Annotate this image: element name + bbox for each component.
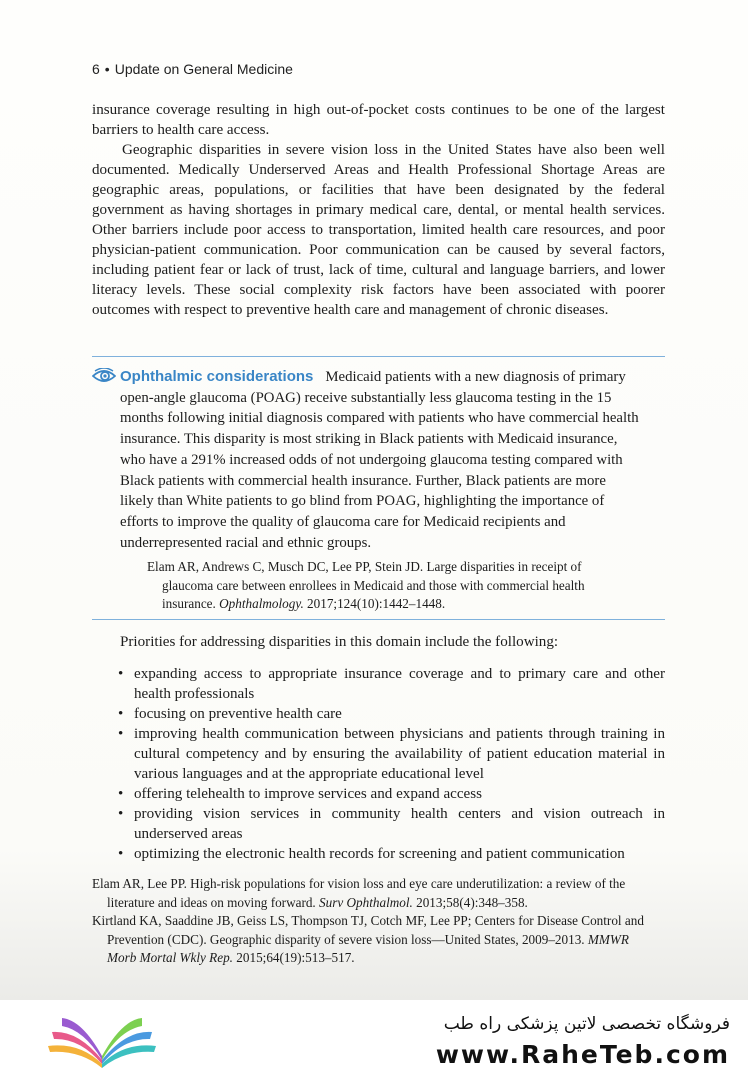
list-item <box>92 844 665 864</box>
store-name: فروشگاه تخصصی لاتین پزشکی راه طب <box>443 1014 730 1034</box>
page-number: 6 <box>92 61 100 77</box>
bullet-symbol: • <box>118 846 124 862</box>
reference-journal: Surv Ophthalmol. <box>319 894 413 910</box>
ophthalmic-heading: Ophthalmic considerations <box>120 368 314 385</box>
reference-item <box>92 912 652 968</box>
running-head-title: Update on General Medicine <box>114 61 293 77</box>
priorities-intro: Priorities for addressing disparities in this domain include the following: <box>120 634 559 650</box>
list-item-text: improving health communication between physicians and patients through training in cultural competency and by ensuring the availability of patient education material in various languages and at the appropriate educational level <box>134 726 665 782</box>
store-url[interactable]: www.RaheTeb.com <box>435 1040 730 1069</box>
bullet-symbol: • <box>118 706 124 722</box>
reference-text: Elam AR, Lee PP. High-risk populations for vision loss and eye care underutilization: a review of the literature and ideas on moving forward. <box>92 876 626 910</box>
ophthalmic-reference-text: Elam AR, Andrews C, Musch DC, Lee PP, Stein JD. Large disparities in receipt of glaucoma care between enrollees in Medicaid and those with commercial health insurance. <box>147 559 585 611</box>
list-item <box>92 724 665 784</box>
bullet-symbol: • <box>118 726 124 742</box>
book-logo-icon <box>40 1012 165 1070</box>
running-head-separator: • <box>104 61 110 77</box>
bullet-symbol: • <box>118 806 124 822</box>
bullet-symbol: • <box>118 786 124 802</box>
reference-text: Kirtland KA, Saaddine JB, Geiss LS, Thompson TJ, Cotch MF, Lee PP; Centers for Disease Control and Prevention (CDC). Geographic disparity of severe vision loss—United States, 2009–2013. <box>92 913 644 947</box>
list-item-text: offering telehealth to improve services and expand access <box>134 786 482 802</box>
running-head <box>92 61 293 77</box>
ophthalmic-top-rule <box>92 356 665 357</box>
ophthalmic-bottom-rule <box>92 619 665 620</box>
list-item-text: providing vision services in community health centers and vision outreach in underserved areas <box>134 806 665 842</box>
body-paragraph-1: insurance coverage resulting in high out-of-pocket costs continues to be one of the largest barriers to health care access. <box>92 102 665 138</box>
list-item-text: expanding access to appropriate insurance coverage and to primary care and other health professionals <box>134 666 665 702</box>
bullet-symbol: • <box>118 666 124 682</box>
list-item <box>92 804 665 844</box>
ophthalmic-reference <box>147 558 632 614</box>
priorities-list <box>92 664 665 864</box>
body-paragraph-2: Geographic disparities in severe vision loss in the United States have also been well documented. Medically Underserved Areas and Health Professional Shortage Areas are geographic areas, populations, or facilities that have been designated by the federal government as having shortages in primary medical care, dental, or mental health services. Other barriers include poor access to transportation, limited health care resources, and poor physician-patient communication. Poor communication can be caused by several factors, including patient fear or lack of trust, lack of time, cultural and language barriers, and lower literacy levels. These social complexity risk factors have been associated with poorer outcomes with respect to preventive health care and management of chronic diseases. <box>92 142 665 318</box>
list-item <box>92 664 665 704</box>
list-item <box>92 784 665 804</box>
list-item-text: optimizing the electronic health records for screening and patient communication <box>134 846 625 862</box>
references <box>92 875 652 968</box>
ophthalmic-reference-citation: 2017;124(10):1442–1448. <box>303 596 446 611</box>
reference-journal: MMWR Morb Mortal Wkly Rep. <box>107 931 629 965</box>
list-item-text: focusing on preventive health care <box>134 706 342 722</box>
ophthalmic-text: Medicaid patients with a new diagnosis of primary open-angle glaucoma (POAG) receive substantially less glaucoma testing in the 15 months following initial diagnosis compared with patients who have commercial health insurance. This disparity is most striking in Black patients with Medicaid insurance, who have a 291% increased odds of not undergoing glaucoma testing compared with Black patients with commercial health insurance. Further, Black patients are more likely than White patients to go blind from POAG, highlighting the importance of efforts to improve the quality of glaucoma care for Medicaid recipients and underrepresented racial and ethnic groups. <box>120 369 639 551</box>
reference-citation: 2013;58(4):348–358. <box>412 894 528 910</box>
eye-icon <box>92 368 116 384</box>
ophthalmic-considerations-box <box>120 367 640 553</box>
reference-item <box>92 875 652 912</box>
ophthalmic-reference-journal: Ophthalmology. <box>219 596 304 611</box>
list-item <box>92 704 665 724</box>
reference-citation: 2015;64(19):513–517. <box>232 950 355 965</box>
